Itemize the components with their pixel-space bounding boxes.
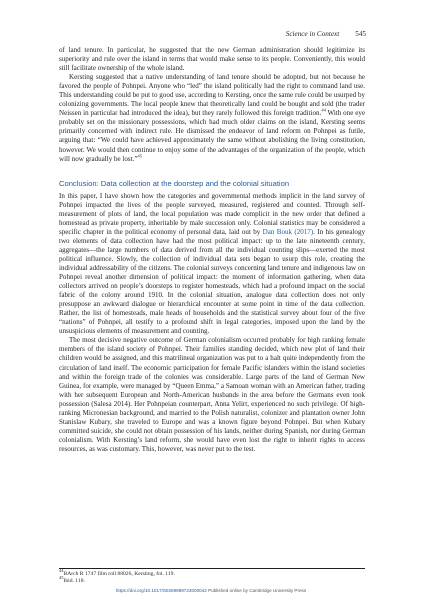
- paragraph-conclusion-2: The most decisive negative outcome of German colonialism occurred probably for high ranking female members of the island society of Pohnpei. Their families standing decided, which new plot of land their children would be assigned, and this matrilineal organization was put to a halt quite independently from the circulation of land itself. The economic participation for female Pacific islanders within the island societies and within the foreign trade of the colonies was considerable. Large parts of the land of German New Guinea, for example, were managed by “Queen Emma,” a Samoan woman with an American father, trading with her subsequent European and North-American husbands in the area before the Germans even took possession (Salesa 2014). Her Pohnpeian counterpart, Anna Yelirt, experienced no such privilege. Of high-ranking Micronesian background, and married to the Polish naturalist, colonizer and plantation owner John Stanislaw Kubary, she traveled to Europe and was a known figure beyond Pohnpei. But when Kubary committed suicide, she could not obtain possession of his lands, neither during Spanish, nor during German colonialism. With Kersting’s land reform, she would have even lost the right to inherit rights to access resources, as was customary. This, however, was never put to the test.: [59, 336, 365, 453]
- footnote-number: 45: [59, 575, 64, 581]
- paragraph-text: . In his genealogy two elements of data collection have had the most political impact: up to the late nineteenth century, aggregates—the large numbers of data derived from all the individual counting slips—exerted the most political influence. Slowly, the collection of individual data sets began to usurp this role, creating the individual addressability of the citizens. The colonial surveys concerning land tenure and indigenous law on Pohnpei reveal another dimension of political impact: the moment of information gathering, when data collectors arrived on people’s doorsteps to register homesteads, which had a profound impact on the social fabric of the colony around 1910. In the colonial situation, analogue data collection does not only presuppose an awkward dialogue or hierarchical encounter at some point in time of the data collection. Rather, the list of homesteads, male heads of households and the statistical survey about four of the five “nations” of Pohnpei, all testify to a profound shift in legal categories, imposed upon the land by the unsuspicious elements of measurement and counting.: [59, 227, 366, 336]
- footnote-text: BArch R 1747 film roll 88026, Kersting, fol. 119.: [63, 571, 175, 577]
- footnote-number: 44: [59, 568, 64, 574]
- footnote-text: Ibid. 118.: [63, 578, 85, 585]
- page-number: 545: [355, 30, 366, 38]
- paragraph-conclusion-1: [59, 192, 365, 337]
- paragraph-continued: of land tenure. In particular, he suggested that the new German administration should legitimize its superiority and rule over the island in terms that would make sense to its people. Conveniently, this would still facilitate ownership of the whole island.: [59, 46, 365, 73]
- page-footer: [0, 588, 422, 593]
- citation-link[interactable]: Dan Bouk (2017): [262, 227, 314, 236]
- footnote-item: [59, 568, 365, 581]
- paragraph-kersting: [59, 73, 365, 163]
- paragraph-kersting-text-2: With one eye probably set on the missionary possessions, which had much older claims on the island, Kersting seems primarily concerned with indirect rule. He dismissed the endeavor of land reform on Pohnpei as futile, arguing that: “We could have achieved approximately the same without abolishing the living constitution, however. We would then continue to enjoy some of the advantages of the organization of the people, which will now gradually be lost.”: [59, 109, 365, 163]
- section-heading: Conclusion: Data collection at the doorstep and the colonial situation: [59, 178, 290, 188]
- running-head: [286, 30, 366, 38]
- doi-link[interactable]: https://doi.org/10.1017/S0269889723000042: [115, 588, 207, 593]
- article-body: [59, 46, 365, 454]
- footnote-marker[interactable]: 45: [137, 153, 142, 159]
- footnote-marker[interactable]: 44: [321, 107, 326, 113]
- footnotes: [59, 568, 365, 585]
- footnote-item: [59, 575, 365, 585]
- paragraph-kersting-text: Kersting suggested that a native understanding of land tenure should be adopted, but not because he favored the people of Pohnpei. Anyone who “led” the island politically had the right to command land use. This understanding could be put to good use, according to Kersting, once the same rule could be usurped by colonizing governments. The local people knew that theoretically land could be bought and sold (the trader Neissen in particular had introduced the idea), but they rarely followed this foreign tradition.: [59, 73, 365, 118]
- journal-title: Science in Context: [285, 30, 340, 38]
- paragraph-text: In this paper, I have shown how the categories and governmental methods implicit in the land survey of Pohnpei impacted the lives of the people surveyed, measured, registered and counted. Through self-measurement of plots of land, the local population was made complicit in the new order that defined a homestead as private property, inheritable by male succession only. Colonial statistics may be considered a specific chapter in the political economy of personal data, laid out by: [59, 191, 365, 236]
- publisher-note: Published online by Cambridge University Press: [208, 588, 307, 593]
